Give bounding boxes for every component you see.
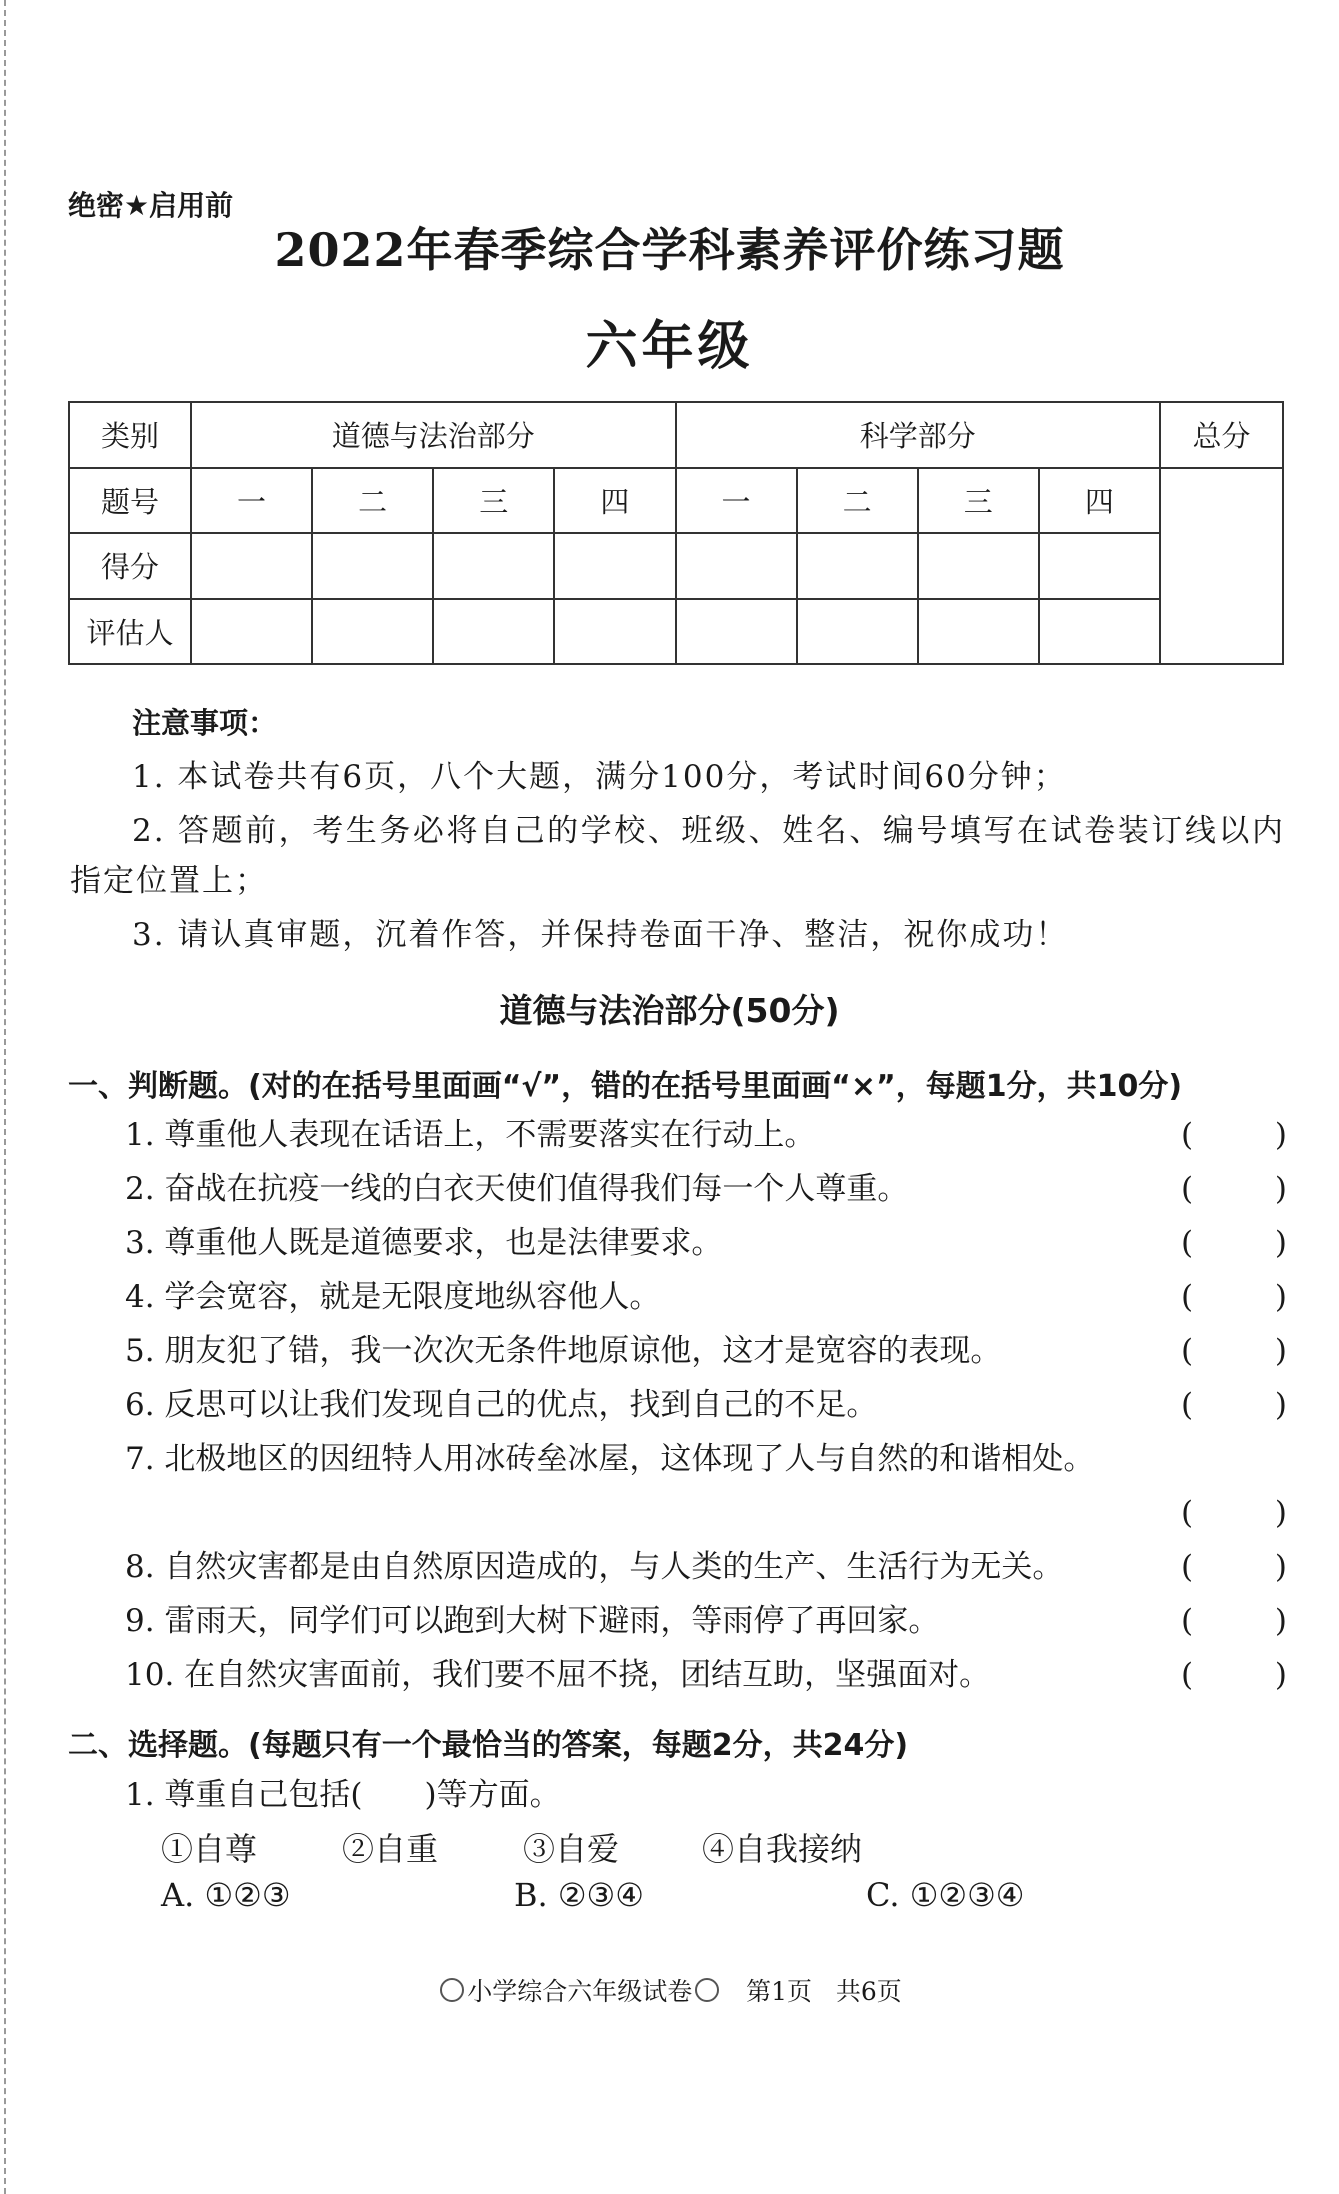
- assessor-cell[interactable]: [191, 599, 312, 665]
- judge-item: [125, 1328, 1287, 1374]
- judge-item-text: 9. 雷雨天，同学们可以跑到大树下避雨，等雨停了再回家。: [125, 1603, 940, 1639]
- answer-parentheses[interactable]: ( ): [1181, 1171, 1287, 1207]
- score-cell[interactable]: [676, 533, 797, 599]
- section-title: 道德与法治部分(50分): [499, 991, 840, 1030]
- question-no-cell: 三: [433, 468, 554, 534]
- score-cell[interactable]: [433, 533, 554, 599]
- answer-parentheses[interactable]: ( ): [1181, 1279, 1287, 1315]
- judge-item-text: 1. 尊重他人表现在话语上，不需要落实在行动上。: [125, 1117, 816, 1153]
- footer-page: 第1页: [746, 1977, 812, 2006]
- judge-item-text: 6. 反思可以让我们发现自己的优点，找到自己的不足。: [125, 1387, 878, 1423]
- answer-parentheses[interactable]: ( ): [1181, 1333, 1287, 1369]
- part-one-heading: 一、判断题。(对的在括号里面画“√”，错的在括号里面画“×”，每题1分，共10分): [68, 1069, 1183, 1104]
- judge-item-text: 5. 朋友犯了错，我一次次无条件地原谅他，这才是宽容的表现。: [125, 1333, 1002, 1369]
- answer-parentheses[interactable]: ( ): [1181, 1225, 1287, 1261]
- question-no-cell: 二: [797, 468, 918, 534]
- question-no-cell: 一: [676, 468, 797, 534]
- note-item: 3. 请认真审题，沉着作答，并保持卷面干净、整洁，祝你成功！: [132, 917, 1069, 953]
- footer-total-pages: 共6页: [835, 1977, 902, 2006]
- confidential-label: 绝密★启用前: [68, 189, 234, 222]
- score-table: [68, 401, 1284, 665]
- judge-item-text: 10. 在自然灾害面前，我们要不屈不挠，团结互助，坚强面对。: [125, 1657, 991, 1693]
- answer-parentheses[interactable]: ( ): [1181, 1387, 1287, 1423]
- score-label: 得分: [69, 533, 191, 599]
- judge-item: [125, 1382, 1287, 1428]
- judge-item: [125, 1598, 1287, 1644]
- choice-option-b[interactable]: B. ②③④: [514, 1876, 644, 1914]
- score-cell[interactable]: [312, 533, 433, 599]
- total-label: 总分: [1160, 402, 1283, 468]
- question-no-cell: 二: [312, 468, 433, 534]
- choice-item: ③自爱: [523, 1830, 620, 1868]
- judge-item: [125, 1544, 1287, 1590]
- assessor-cell[interactable]: [797, 599, 918, 665]
- score-cell[interactable]: [797, 533, 918, 599]
- assessor-cell[interactable]: [312, 599, 433, 665]
- score-cell[interactable]: [191, 533, 312, 599]
- total-score-cell[interactable]: [1160, 468, 1283, 665]
- ornament-icon: [695, 1978, 719, 2002]
- choice-item: ②自重: [342, 1830, 439, 1868]
- choice-option-c[interactable]: C. ①②③④: [866, 1876, 1025, 1914]
- notes-heading: 注意事项：: [132, 706, 278, 740]
- judge-item: [125, 1112, 1287, 1158]
- part2-label: 科学部分: [676, 402, 1161, 468]
- score-cell[interactable]: [1039, 533, 1160, 599]
- judge-item-answer-row: [125, 1490, 1287, 1536]
- category-label: 类别: [69, 402, 191, 468]
- note-item: 2. 答题前，考生务必将自己的学校、班级、姓名、编号填写在试卷装订线以内指定位置上；: [70, 813, 1285, 899]
- judge-item-text: 4. 学会宽容，就是无限度地纵容他人。: [125, 1279, 661, 1315]
- answer-parentheses[interactable]: ( ): [1181, 1549, 1287, 1585]
- answer-parentheses[interactable]: ( ): [1181, 1603, 1287, 1639]
- score-cell[interactable]: [554, 533, 675, 599]
- choice-question-stem: 1. 尊重自己包括( )等方面。: [125, 1777, 561, 1813]
- part1-label: 道德与法治部分: [191, 402, 676, 468]
- judge-item-text: 2. 奋战在抗疫一线的白衣天使们值得我们每一个人尊重。: [125, 1171, 909, 1207]
- judge-item: [125, 1436, 1287, 1482]
- judge-item: [125, 1220, 1287, 1266]
- assessor-cell[interactable]: [433, 599, 554, 665]
- question-no-cell: 一: [191, 468, 312, 534]
- assessor-cell[interactable]: [676, 599, 797, 665]
- assessor-cell[interactable]: [554, 599, 675, 665]
- part-two-heading: 二、选择题。(每题只有一个最恰当的答案，每题2分，共24分): [68, 1728, 909, 1763]
- answer-parentheses[interactable]: ( ): [1181, 1657, 1287, 1693]
- judge-item: [125, 1274, 1287, 1320]
- question-no-cell: 三: [918, 468, 1039, 534]
- judge-item: [125, 1166, 1287, 1212]
- answer-parentheses[interactable]: ( ): [1181, 1117, 1287, 1153]
- judge-item-text: 8. 自然灾害都是由自然原因造成的，与人类的生产、生活行为无关。: [125, 1549, 1064, 1585]
- question-no-cell: 四: [1039, 468, 1160, 534]
- assessor-label: 评估人: [69, 599, 191, 665]
- question-no-label: 题号: [69, 468, 191, 534]
- exam-title: 2022年春季综合学科素养评价练习题: [274, 223, 1065, 277]
- judge-item: [125, 1652, 1287, 1698]
- choice-option-a[interactable]: A. ①②③: [161, 1876, 291, 1914]
- footer-exam-name: 小学综合六年级试卷: [467, 1977, 693, 2006]
- judge-item-text: 7. 北极地区的因纽特人用冰砖垒冰屋，这体现了人与自然的和谐相处。: [125, 1441, 1095, 1477]
- choice-item: ①自尊: [161, 1830, 258, 1868]
- answer-parentheses[interactable]: ( ): [1181, 1495, 1287, 1531]
- score-cell[interactable]: [918, 533, 1039, 599]
- choice-item: ④自我接纳: [702, 1830, 863, 1868]
- assessor-cell[interactable]: [1039, 599, 1160, 665]
- judge-item-text: 3. 尊重他人既是道德要求，也是法律要求。: [125, 1225, 723, 1261]
- question-no-cell: 四: [554, 468, 675, 534]
- grade-title: 六年级: [585, 316, 754, 377]
- page-footer: [0, 1972, 1339, 2008]
- ornament-icon: [440, 1978, 464, 2002]
- note-item: 1. 本试卷共有6页，八个大题，满分100分，考试时间60分钟；: [132, 759, 1067, 795]
- assessor-cell[interactable]: [918, 599, 1039, 665]
